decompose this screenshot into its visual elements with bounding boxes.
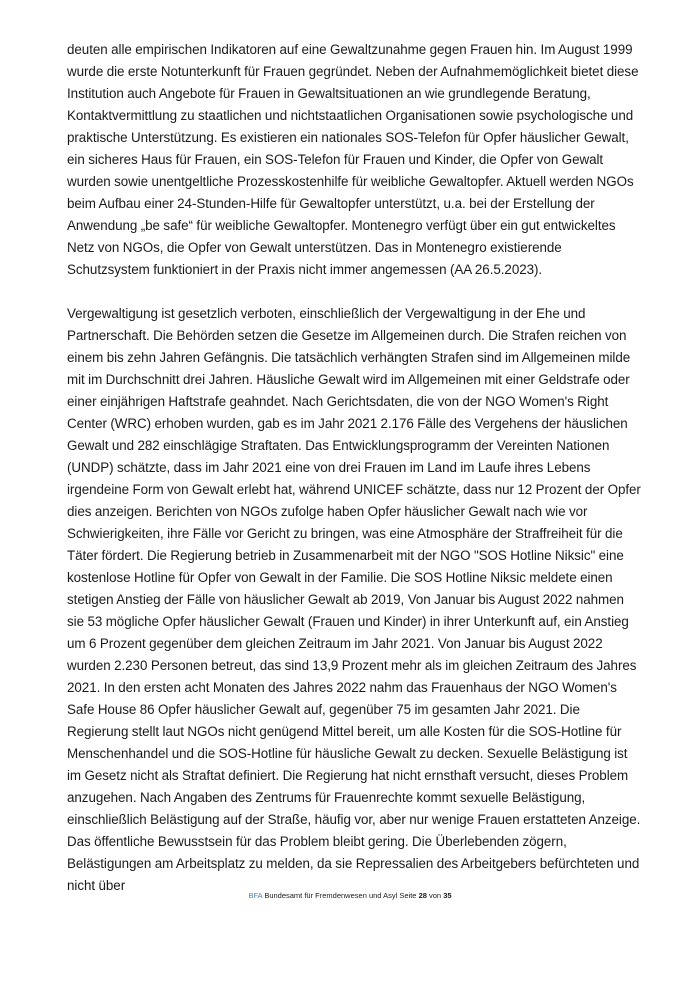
footer-brand: BFA (248, 891, 263, 900)
footer-text: Bundesamt für Fremdenwesen und Asyl Seite (264, 891, 417, 900)
footer-total-pages: 35 (443, 891, 452, 900)
paragraph-1: deuten alle empirischen Indikatoren auf eine Gewaltzunahme gegen Frauen hin. Im August 1999 wurde die erste Notunterkunft für Frauen gegründet. Neben der Aufnahmemöglichkeit bietet diese Institution auch Angebote für Frauen in Gewaltsituationen an wie grundlegende Beratung, Kontaktvermittlung zu staatlichen und nichtstaatlichen Organisationen sowie psychologische und praktische Unterstützung. Es existieren ein nationales SOS-Telefon für Opfer häuslicher Gewalt, ein sicheres Haus für Frauen, ein SOS-Telefon für Frauen und Kinder, die Opfer von Gewalt wurden sowie unentgeltliche Prozesskostenhilfe für weibliche Gewaltopfer. Aktuell werden NGOs beim Aufbau einer 24-Stunden-Hilfe für Gewaltopfer unterstützt, u.a. bei der Erstellung der Anwendung „be safe“ für weibliche Gewaltopfer. Montenegro verfügt über ein gut entwickeltes Netz von NGOs, die Opfer von Gewalt unterstützen. Das in Montenegro existierende Schutzsystem funktioniert in der Praxis nicht immer angemessen (AA 26.5.2023). (67, 42, 639, 277)
footer-of: von (429, 891, 442, 900)
paragraph-2: Vergewaltigung ist gesetzlich verboten, einschließlich der Vergewaltigung in der Ehe und Partnerschaft. Die Behörden setzen die Gesetze im Allgemeinen durch. Die Strafen reichen von einem bis zehn Jahren Gefängnis. Die tatsächlich verhängten Strafen sind im Allgemeinen milde mit im Durchschnitt drei Jahren. Häusliche Gewalt wird im Allgemeinen mit einer Geldstrafe oder einer einjährigen Haftstrafe geahndet. Nach Gerichtsdaten, die von der NGO Women's Right Center (WRC) erhoben wurden, gab es im Jahr 2021 2.176 Fälle des Vergehens der häuslichen Gewalt und 282 einschlägige Straftaten. Das Entwicklungsprogramm der Vereinten Nationen (UNDP) schätzte, dass im Jahr 2021 eine von drei Frauen im Land im Laufe ihres Lebens irgendeine Form von Gewalt erlebt hat, während UNICEF schätzte, dass nur 12 Prozent der Opfer dies anzeigen. Berichten von NGOs zufolge haben Opfer häuslicher Gewalt nach wie vor Schwierigkeiten, ihre Fälle vor Gericht zu bringen, was eine Atmosphäre der Straffreiheit für die Täter fördert. Die Regierung betrieb in Zusammenarbeit mit der NGO "SOS Hotline Niksic" eine kostenlose Hotline für Opfer von Gewalt in der Familie. Die SOS Hotline Niksic meldete einen stetigen Anstieg der Fälle von häuslicher Gewalt ab 2019, Von Januar bis August 2022 nahmen sie 53 mögliche Opfer häuslicher Gewalt (Frauen und Kinder) in ihrer Unterkunft auf, ein Anstieg um 6 Prozent gegenüber dem gleichen Zeitraum im Jahr 2021. Von Januar bis August 2022 wurden 2.230 Personen betreut, das sind 13,9 Prozent mehr als im gleichen Zeitraum des Jahres 2021. In den ersten acht Monaten des Jahres 2022 nahm das Frauenhaus der NGO Women's Safe House 86 Opfer häuslicher Gewalt auf, gegenüber 75 im gesamten Jahr 2021. Die Regierung stellt laut NGOs nicht genügend Mittel bereit, um alle Kosten für die SOS-Hotline für Menschenhandel und die SOS-Hotline für häusliche Gewalt zu decken. Sexuelle Belästigung ist im Gesetz nicht als Straftat definiert. Die Regierung hat nicht ernsthaft versucht, dieses Problem anzugehen. Nach Angaben des Zentrums für Frauenrechte kommt sexuelle Belästigung, einschließlich Belästigung auf der Straße, häufig vor, aber nur wenige Frauen erstatteten Anzeige. Das öffentliche Bewusstsein für das Problem bleibt gering. Die Überlebenden zögern, Belästigungen am Arbeitsplatz zu melden, da sie Repressalien des Arbeitgebers befürchteten und nicht über (67, 306, 641, 893)
page-footer (0, 891, 700, 901)
footer-page-number: 28 (418, 891, 427, 900)
body-text (67, 39, 641, 897)
